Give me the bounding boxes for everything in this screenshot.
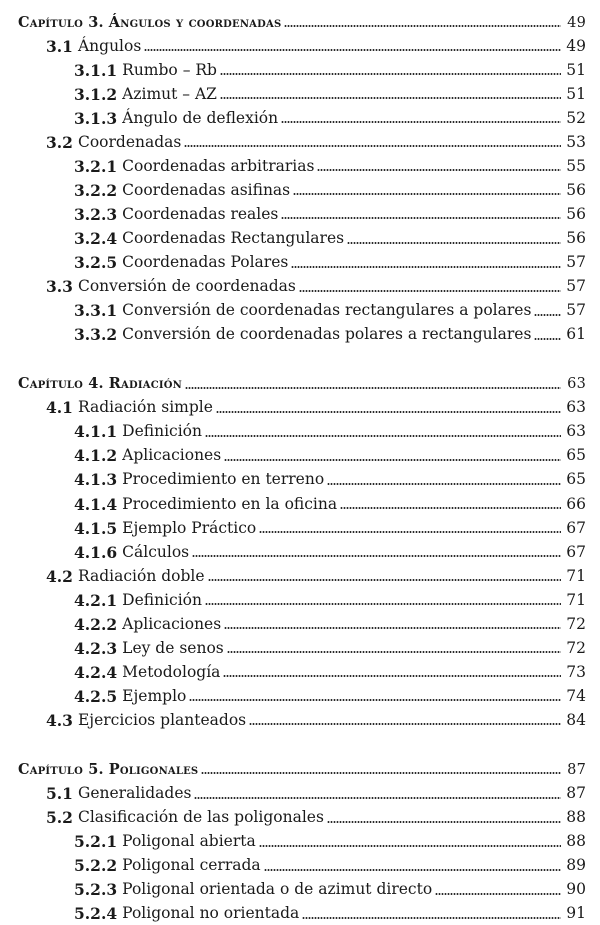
dot-leader bbox=[185, 387, 561, 389]
dot-leader bbox=[340, 507, 561, 509]
entry-title: Metodología bbox=[122, 662, 221, 681]
dot-leader bbox=[435, 893, 561, 895]
entry-number: 4.2.4 bbox=[74, 662, 118, 682]
toc-entry[interactable] bbox=[0, 874, 600, 898]
dot-leader bbox=[220, 97, 561, 99]
entry-title: Conversión de coordenadas rectangulares a polares bbox=[122, 301, 532, 320]
toc-entry[interactable] bbox=[0, 392, 600, 416]
entry-title: Aplicaciones bbox=[122, 614, 222, 633]
toc-entry[interactable] bbox=[0, 223, 600, 247]
dot-leader bbox=[302, 917, 561, 919]
dot-leader bbox=[299, 290, 561, 292]
toc-entry[interactable] bbox=[0, 778, 600, 802]
entry-number: 3.2.2 bbox=[74, 180, 118, 200]
entry-page: 52 bbox=[566, 108, 586, 127]
entry-page: 53 bbox=[566, 132, 586, 151]
entry-page: 56 bbox=[566, 204, 586, 223]
entry-number: 3.2.4 bbox=[74, 229, 118, 248]
entry-page: 49 bbox=[567, 14, 586, 31]
entry-page: 55 bbox=[566, 156, 586, 175]
entry-number: 4.1.3 bbox=[74, 470, 118, 490]
dot-leader bbox=[281, 121, 561, 123]
entry-number: 5.2.2 bbox=[74, 856, 118, 876]
entry-number: 5.2 bbox=[46, 808, 73, 827]
dot-leader bbox=[224, 459, 561, 461]
entry-page: 56 bbox=[566, 180, 586, 199]
entry-title: Radiación doble bbox=[77, 566, 205, 585]
dot-leader bbox=[534, 338, 561, 340]
dot-leader bbox=[216, 411, 561, 413]
entry-page: 63 bbox=[566, 422, 586, 441]
entry-number: 4.1 bbox=[46, 398, 73, 418]
entry-title: Ejemplo Práctico bbox=[122, 518, 257, 537]
entry-page: 84 bbox=[566, 710, 586, 729]
dot-leader bbox=[317, 169, 561, 171]
entry-title: Poligonal cerrada bbox=[122, 856, 261, 875]
toc-entry[interactable] bbox=[0, 440, 600, 464]
entry-title: Conversión de coordenadas bbox=[77, 277, 296, 296]
entry-page: 88 bbox=[566, 808, 586, 826]
dot-leader bbox=[144, 49, 561, 51]
dot-leader bbox=[259, 531, 561, 533]
entry-number: 4.3 bbox=[46, 710, 73, 730]
entry-number: 3.3.1 bbox=[74, 301, 118, 321]
entry-page: 56 bbox=[566, 229, 586, 247]
entry-title: Azimut – AZ bbox=[122, 84, 217, 103]
dot-leader bbox=[259, 845, 561, 847]
toc-entry[interactable] bbox=[0, 488, 600, 512]
entry-title: Poligonal abierta bbox=[122, 832, 256, 851]
toc-entry[interactable] bbox=[0, 704, 600, 728]
entry-page: 71 bbox=[566, 566, 586, 585]
entry-title: Coordenadas bbox=[77, 132, 182, 151]
toc-entry[interactable] bbox=[0, 584, 600, 608]
entry-number: 4.2.2 bbox=[74, 614, 118, 634]
toc-entry[interactable] bbox=[0, 6, 600, 30]
entry-page: 87 bbox=[567, 761, 586, 778]
toc-entry[interactable] bbox=[0, 536, 600, 560]
entry-number: 4.1.2 bbox=[74, 446, 118, 466]
entry-page: 65 bbox=[566, 470, 586, 489]
dot-leader bbox=[205, 435, 561, 437]
entry-title: Generalidades bbox=[77, 784, 192, 802]
entry-title: Ángulo de deflexión bbox=[122, 108, 279, 127]
entry-title: Ángulos bbox=[77, 36, 142, 55]
entry-number: 4.1.6 bbox=[74, 542, 118, 562]
dot-leader bbox=[201, 772, 561, 774]
entry-title: Coordenadas Polares bbox=[122, 253, 289, 271]
dot-leader bbox=[284, 25, 561, 27]
entry-page: 71 bbox=[566, 590, 586, 609]
entry-number: 3.3.2 bbox=[74, 325, 118, 345]
entry-page: 51 bbox=[566, 60, 586, 79]
dot-leader bbox=[224, 627, 561, 629]
toc-entry[interactable] bbox=[0, 608, 600, 632]
entry-number: Capítulo 5. bbox=[18, 760, 104, 778]
entry-page: 65 bbox=[566, 446, 586, 465]
entry-title: Rumbo – Rb bbox=[122, 60, 217, 79]
entry-title: Definición bbox=[122, 422, 202, 441]
dot-leader bbox=[327, 483, 561, 485]
entry-number: 4.1.5 bbox=[74, 518, 118, 538]
entry-number: 4.2 bbox=[46, 566, 73, 586]
dot-leader bbox=[227, 651, 561, 653]
entry-page: 74 bbox=[566, 686, 586, 705]
toc-entry[interactable] bbox=[0, 271, 600, 295]
entry-title: Ángulos y coordenadas bbox=[108, 13, 282, 31]
entry-page: 66 bbox=[566, 494, 586, 513]
entry-title: Clasificación de las poligonales bbox=[77, 808, 324, 826]
entry-title: Definición bbox=[122, 590, 202, 609]
toc-entry[interactable] bbox=[0, 464, 600, 488]
toc-entry[interactable] bbox=[0, 898, 600, 922]
entry-number: 4.2.3 bbox=[74, 638, 118, 658]
toc-entry[interactable] bbox=[0, 368, 600, 392]
dot-leader bbox=[220, 73, 561, 75]
toc-entry[interactable] bbox=[0, 632, 600, 656]
dot-leader bbox=[205, 603, 561, 605]
entry-page: 57 bbox=[566, 277, 586, 296]
entry-page: 72 bbox=[566, 638, 586, 657]
toc-entry[interactable] bbox=[0, 753, 600, 777]
entry-number: 4.1.1 bbox=[74, 422, 118, 442]
dot-leader bbox=[249, 723, 561, 725]
entry-title: Coordenadas Rectangulares bbox=[122, 229, 345, 247]
entry-page: 67 bbox=[566, 542, 586, 561]
entry-number: 4.2.1 bbox=[74, 590, 118, 610]
entry-page: 51 bbox=[566, 84, 586, 103]
toc-entry[interactable] bbox=[0, 78, 600, 102]
entry-page: 57 bbox=[566, 301, 586, 320]
entry-page: 67 bbox=[566, 518, 586, 537]
entry-number: 4.2.5 bbox=[74, 686, 118, 706]
entry-title: Poligonal orientada o de azimut directo bbox=[122, 880, 433, 899]
entry-title: Poligonales bbox=[108, 760, 199, 778]
entry-title: Coordenadas asifinas bbox=[122, 180, 291, 199]
dot-leader bbox=[281, 217, 561, 219]
entry-number: Capítulo 4. bbox=[18, 375, 104, 393]
entry-number: 5.2.3 bbox=[74, 880, 118, 900]
toc-entry[interactable] bbox=[0, 54, 600, 78]
entry-number: 3.2.5 bbox=[74, 253, 118, 272]
toc-entry[interactable] bbox=[0, 102, 600, 126]
entry-number: 5.1 bbox=[46, 784, 73, 803]
entry-title: Ejemplo bbox=[122, 686, 187, 705]
entry-number: 3.1 bbox=[46, 36, 73, 56]
toc-entry[interactable] bbox=[0, 30, 600, 54]
entry-number: 3.2 bbox=[46, 132, 73, 152]
entry-number: 5.2.1 bbox=[74, 832, 118, 852]
entry-title: Conversión de coordenadas polares a rectangulares bbox=[122, 325, 532, 344]
entry-title: Procedimiento en terreno bbox=[122, 470, 325, 489]
entry-page: 63 bbox=[566, 398, 586, 417]
toc-entry[interactable] bbox=[0, 174, 600, 198]
entry-number: 3.2.1 bbox=[74, 156, 118, 176]
toc-entry[interactable] bbox=[0, 295, 600, 319]
entry-number: 3.1.1 bbox=[74, 60, 118, 80]
entry-number: Capítulo 3. bbox=[18, 13, 104, 31]
toc-entry[interactable] bbox=[0, 560, 600, 584]
entry-page: 63 bbox=[567, 376, 586, 393]
dot-leader bbox=[347, 242, 561, 244]
toc-entry[interactable] bbox=[0, 656, 600, 680]
entry-number: 3.3 bbox=[46, 277, 73, 297]
dot-leader bbox=[327, 821, 561, 823]
toc-entry[interactable] bbox=[0, 850, 600, 874]
dot-leader bbox=[192, 555, 561, 557]
toc-entry[interactable] bbox=[0, 150, 600, 174]
dot-leader bbox=[291, 266, 561, 268]
entry-page: 91 bbox=[566, 904, 586, 923]
dot-leader bbox=[208, 579, 561, 581]
entry-number: 4.1.4 bbox=[74, 494, 118, 514]
entry-number: 5.2.4 bbox=[74, 904, 118, 924]
entry-title: Radiación simple bbox=[77, 398, 213, 417]
toc-entry[interactable] bbox=[0, 247, 600, 271]
toc-entry[interactable] bbox=[0, 802, 600, 826]
toc-entry[interactable] bbox=[0, 680, 600, 704]
entry-title: Poligonal no orientada bbox=[122, 904, 300, 923]
entry-number: 3.1.3 bbox=[74, 108, 118, 128]
entry-page: 73 bbox=[566, 662, 586, 681]
entry-page: 72 bbox=[566, 614, 586, 633]
dot-leader bbox=[194, 797, 561, 799]
toc-entry[interactable] bbox=[0, 198, 600, 222]
entry-title: Coordenadas arbitrarias bbox=[122, 156, 315, 175]
toc-entry[interactable] bbox=[0, 826, 600, 850]
entry-title: Procedimiento en la oficina bbox=[122, 494, 338, 513]
entry-page: 88 bbox=[566, 832, 586, 851]
dot-leader bbox=[293, 193, 561, 195]
entry-title: Ejercicios planteados bbox=[77, 710, 247, 729]
dot-leader bbox=[189, 699, 561, 701]
entry-title: Radiación bbox=[108, 375, 183, 393]
entry-number: 3.2.3 bbox=[74, 204, 118, 224]
dot-leader bbox=[264, 869, 561, 871]
entry-title: Aplicaciones bbox=[122, 446, 222, 465]
dot-leader bbox=[223, 675, 561, 677]
entry-title: Cálculos bbox=[122, 542, 190, 561]
dot-leader bbox=[184, 145, 561, 147]
toc-entry[interactable] bbox=[0, 319, 600, 343]
entry-title: Coordenadas reales bbox=[122, 204, 279, 223]
entry-page: 87 bbox=[566, 784, 586, 802]
toc-entry[interactable] bbox=[0, 416, 600, 440]
entry-page: 89 bbox=[566, 856, 586, 875]
entry-number: 3.1.2 bbox=[74, 84, 118, 104]
entry-page: 90 bbox=[566, 880, 586, 899]
entry-page: 49 bbox=[566, 36, 586, 55]
entry-page: 57 bbox=[566, 253, 586, 271]
dot-leader bbox=[534, 314, 561, 316]
entry-title: Ley de senos bbox=[122, 638, 224, 657]
entry-page: 61 bbox=[566, 325, 586, 344]
toc-entry[interactable] bbox=[0, 126, 600, 150]
toc-entry[interactable] bbox=[0, 512, 600, 536]
